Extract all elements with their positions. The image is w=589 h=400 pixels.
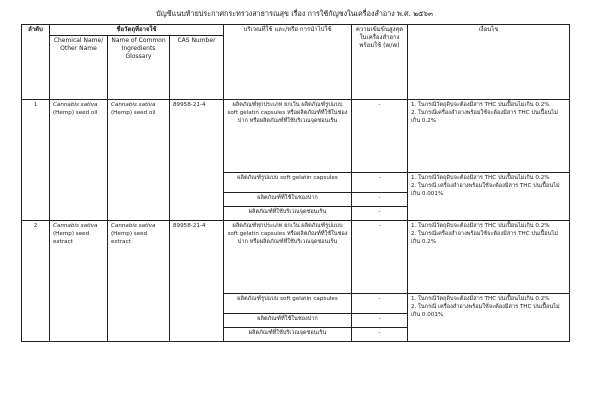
area-cell: ผลิตภัณฑ์รูปแบบ soft gelatin capsules <box>224 294 352 314</box>
document-title: บัญชีแนบท้ายประกาศกระทรวงสาธารณสุข เรื่อง การใช้กัญชงในเครื่องสำอาง พ.ศ. ๒๕๖๓ <box>156 9 433 18</box>
area-cell: ผลิตภัณฑ์ที่ใช้ในช่องปาก <box>224 193 352 207</box>
cas-number: 89958-21-4 <box>170 100 224 221</box>
common-name: Cannabis sativa <box>111 223 156 229</box>
header-area: บริเวณที่ใช้ และ/หรือ การนำไปใช้ <box>224 25 352 100</box>
header-max-concentration: ความเข้มข้นสูงสุดในเครื่องสำอางพร้อมใช้ (w/w) <box>352 25 408 100</box>
condition-item: 2. ในกรณีเครื่องสำอางพร้อมใช้จะต้องมีสาร THC ปนเปื้อนไม่เกิน 0.2% <box>411 231 558 245</box>
header-cas-number: CAS Number <box>170 36 224 100</box>
condition-item: 2. ในกรณี เครื่องสำอางพร้อมใช้จะต้องมีสาร THC ปนเปื้อนไม่เกิน 0.001% <box>411 183 560 197</box>
chemical-name-cell <box>50 221 108 342</box>
conditions-cell <box>408 100 570 173</box>
max-concentration: - <box>352 193 408 207</box>
conditions-cell <box>408 221 570 294</box>
header-no: ลำดับ <box>22 25 50 100</box>
condition-item: 1. ในกรณีวัตถุดิบจะต้องมีสาร THC ปนเปื้อนไม่เกิน 0.2% <box>411 102 550 108</box>
max-concentration: - <box>352 328 408 342</box>
header-conditions: เงื่อนไข <box>408 25 570 100</box>
table-row <box>22 221 570 294</box>
max-concentration: - <box>352 221 408 294</box>
row-number: 2 <box>22 221 50 342</box>
chemical-name: Cannabis sativa <box>53 223 98 229</box>
area-cell: ผลิตภัณฑ์ที่ใช้บริเวณจุดซ่อนเร้น <box>224 328 352 342</box>
max-concentration: - <box>352 173 408 193</box>
chemical-name-cell <box>50 100 108 221</box>
common-name-suffix: (Hemp) seed extract <box>111 231 148 245</box>
common-name: Cannabis sativa <box>111 102 156 108</box>
common-name-cell <box>108 100 170 221</box>
area-cell: ผลิตภัณฑ์ทุกประเภท ยกเว้น ผลิตภัณฑ์รูปแบบ soft gelatin capsules หรือผลิตภัณฑ์ที่ใช้ในช่องปาก หรือผลิตภัณฑ์ที่ใช้บริเวณจุดซ่อนเร้น <box>224 100 352 173</box>
common-name-cell <box>108 221 170 342</box>
max-concentration: - <box>352 294 408 314</box>
condition-item: 1. ในกรณีวัตถุดิบจะต้องมีสาร THC ปนเปื้อนไม่เกิน 0.2% <box>411 296 550 302</box>
condition-item: 2. ในกรณี เครื่องสำอางพร้อมใช้จะต้องมีสาร THC ปนเปื้อนไม่เกิน 0.001% <box>411 304 560 318</box>
area-cell: ผลิตภัณฑ์ที่ใช้ในช่องปาก <box>224 314 352 328</box>
table-row <box>22 100 570 173</box>
condition-item: 1. ในกรณีวัตถุดิบจะต้องมีสาร THC ปนเปื้อนไม่เกิน 0.2% <box>411 223 550 229</box>
conditions-cell <box>408 173 570 221</box>
header-substance-group: ชื่อวัตถุที่อาจใช้ <box>50 25 224 36</box>
chemical-name: Cannabis sativa <box>53 102 98 108</box>
area-cell: ผลิตภัณฑ์ทุกประเภท ยกเว้น ผลิตภัณฑ์รูปแบบ soft gelatin capsules หรือผลิตภัณฑ์ที่ใช้ในช่องปาก หรือผลิตภัณฑ์ที่ใช้บริเวณจุดซ่อนเร้น <box>224 221 352 294</box>
ingredient-table <box>21 24 570 342</box>
chemical-name-suffix: (Hemp) seed oil <box>53 110 98 116</box>
area-cell: ผลิตภัณฑ์ที่ใช้บริเวณจุดซ่อนเร้น <box>224 207 352 221</box>
conditions-cell <box>408 294 570 342</box>
condition-item: 2. ในกรณีเครื่องสำอางพร้อมใช้จะต้องมีสาร THC ปนเปื้อนไม่เกิน 0.2% <box>411 110 558 124</box>
area-cell: ผลิตภัณฑ์รูปแบบ soft gelatin capsules <box>224 173 352 193</box>
max-concentration: - <box>352 207 408 221</box>
header-common-name: Name of Common Ingredients Glossary <box>108 36 170 100</box>
header-chemical-name: Chemical Name/ Other Name <box>50 36 108 100</box>
cas-number: 89958-21-4 <box>170 221 224 342</box>
row-number: 1 <box>22 100 50 221</box>
max-concentration: - <box>352 314 408 328</box>
condition-item: 1. ในกรณีวัตถุดิบจะต้องมีสาร THC ปนเปื้อนไม่เกิน 0.2% <box>411 175 550 181</box>
common-name-suffix: (Hemp) seed oil <box>111 110 156 116</box>
max-concentration: - <box>352 100 408 173</box>
chemical-name-suffix: (Hemp) seed extract <box>53 231 90 245</box>
